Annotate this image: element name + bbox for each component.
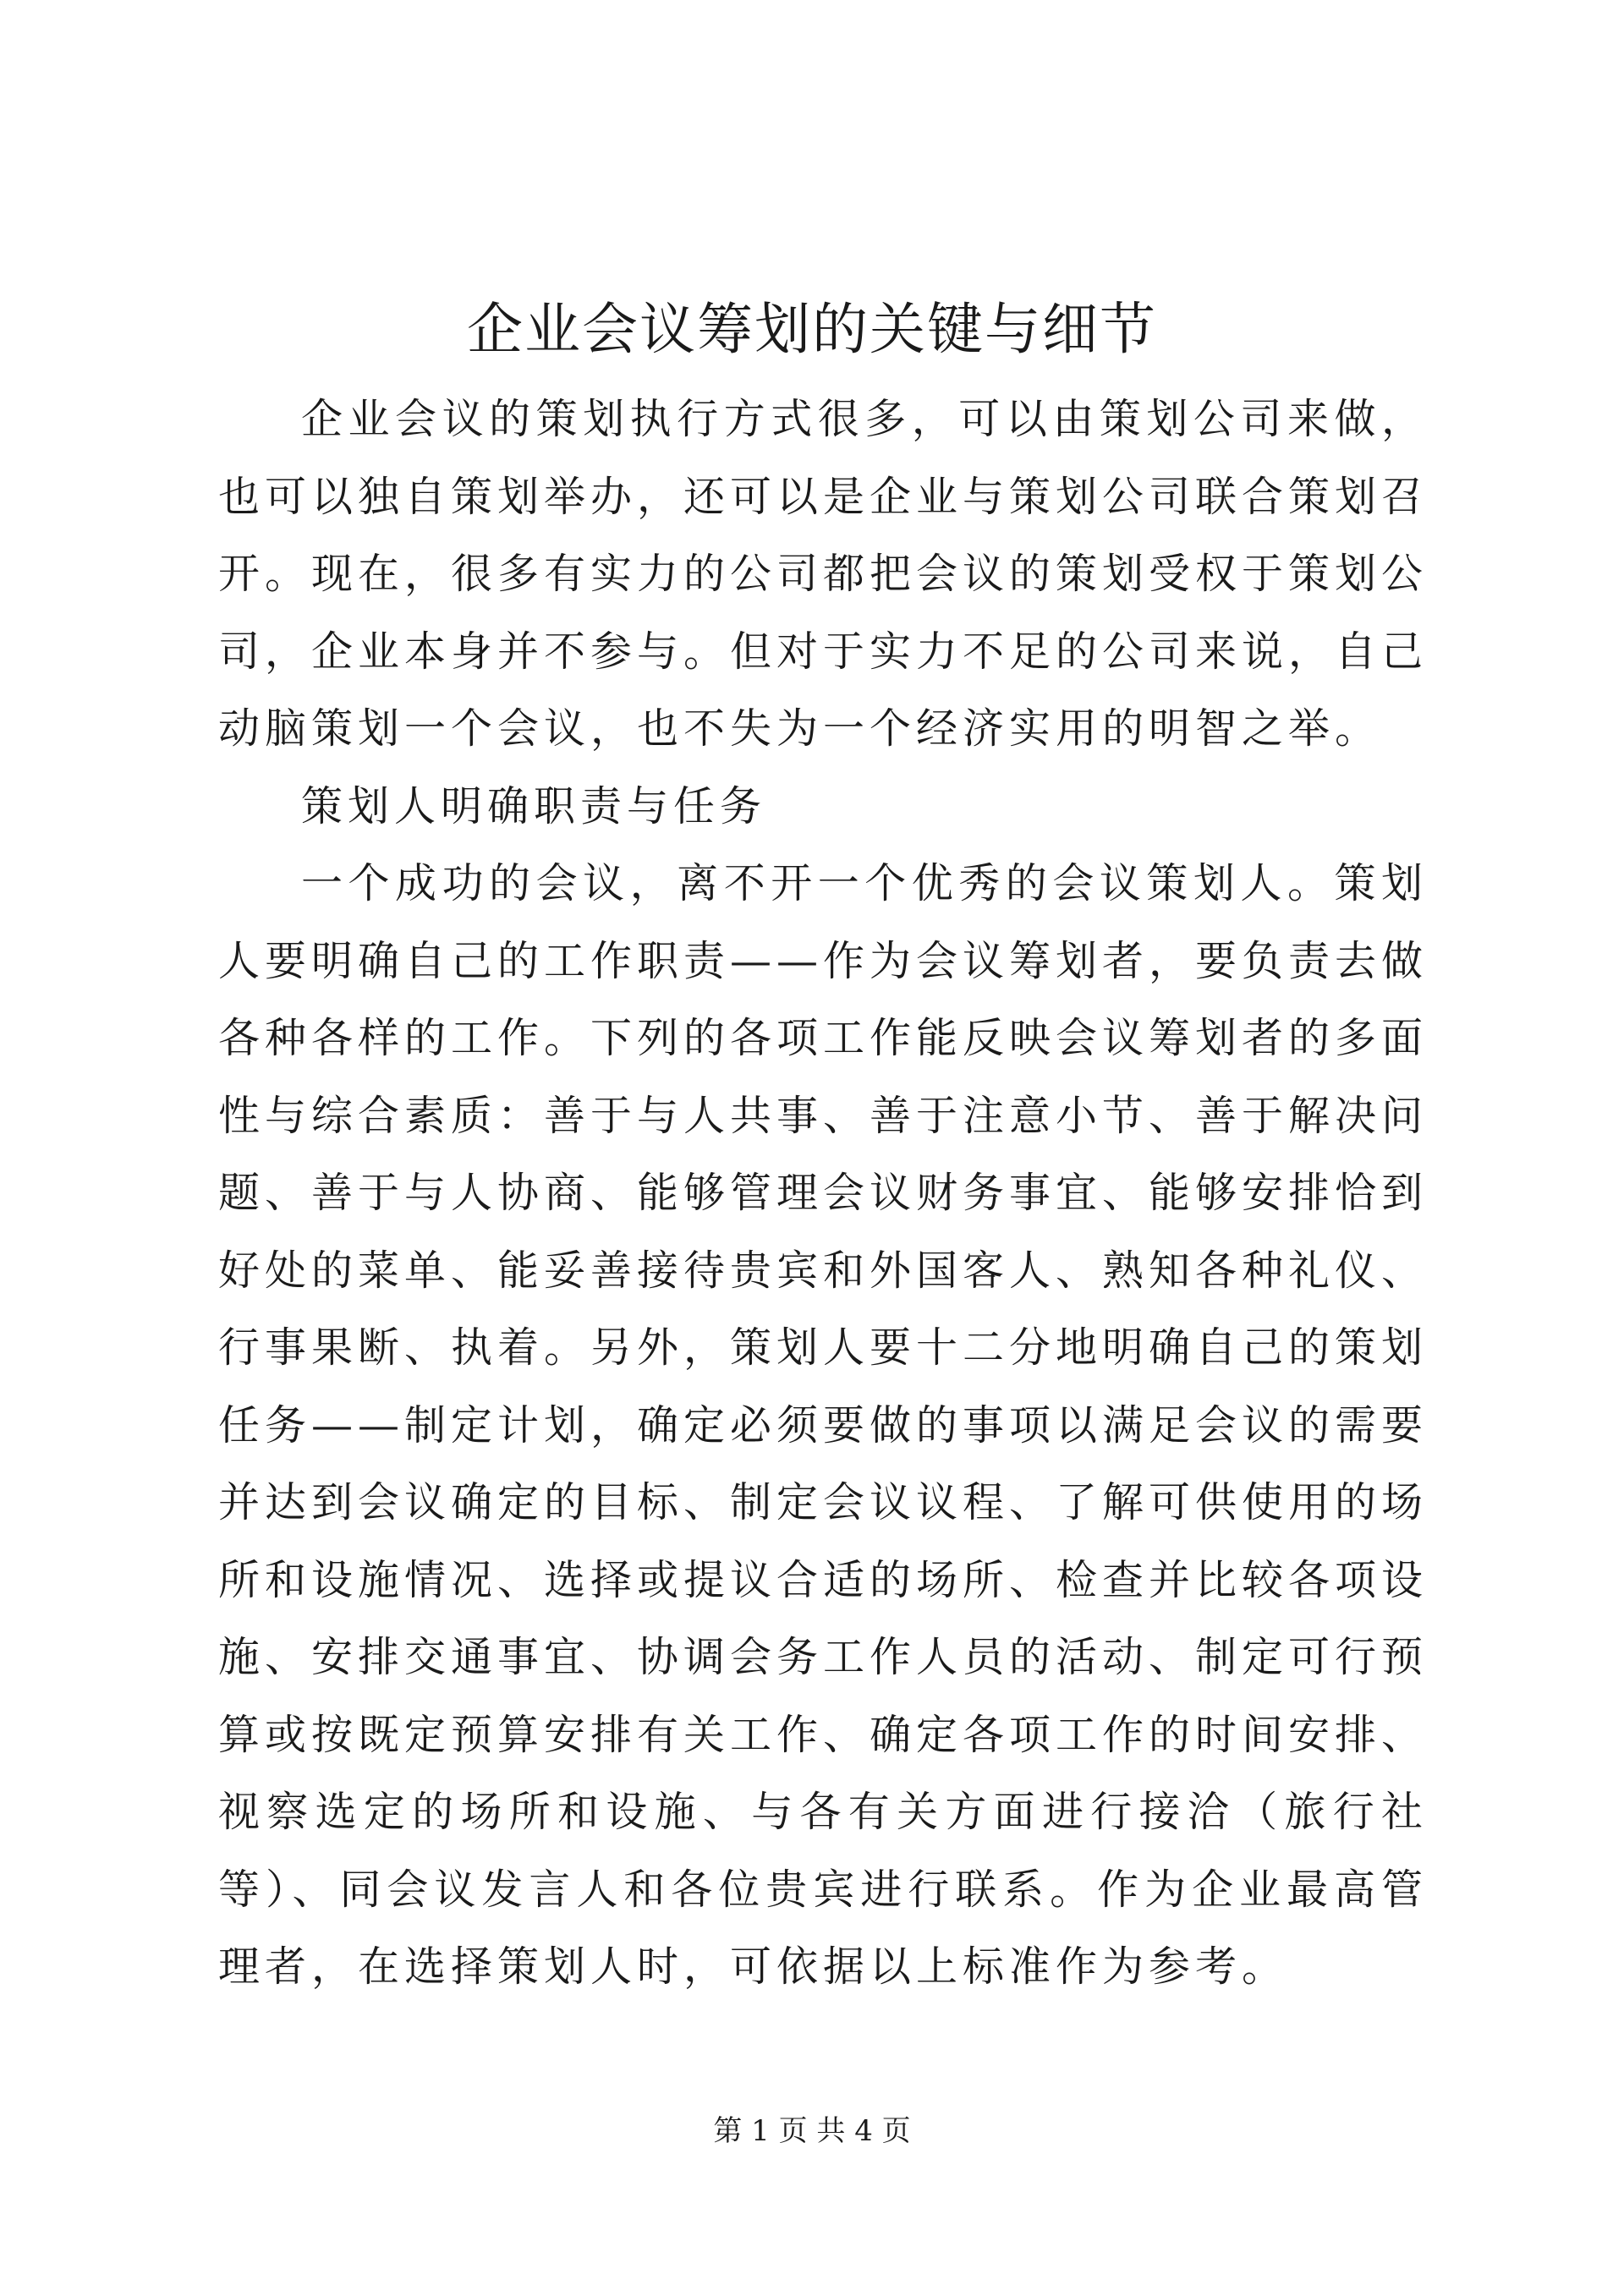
document-title: 企业会议筹划的关键与细节 xyxy=(467,297,1157,362)
document-body xyxy=(218,381,1428,2006)
section-heading: 策划人明确职责与任务 xyxy=(301,781,767,830)
paragraph-intro: 企业会议的策划执行方式很多，可以由策划公司来做，也可以独自策划举办，还可以是企业与策划公司联合策划召开。现在，很多有实力的公司都把会议的策划受权于策划公司，企业本身并不参与。但对于实力不足的公司来说，自己动脑策划一个会议，也不失为一个经济实用的明智之举。 xyxy=(218,395,1429,753)
paragraph-planner-duties: 一个成功的会议，离不开一个优秀的会议策划人。策划人要明确自己的工作职责——作为会议筹划者，要负责去做各种各样的工作。下列的各项工作能反映会议筹划者的多面性与综合素质：善于与人共事、善于注意小节、善于解决问题、善于与人协商、能够管理会议财务事宜、能够安排恰到好处的菜单、能妥善接待贵宾和外国客人、熟知各种礼仪、行事果断、执着。另外，策划人要十二分地明确自己的策划任务——制定计划，确定必须要做的事项以满足会议的需要并达到会议确定的目标、制定会议议程、了解可供使用的场所和设施情况、选择或提议合适的场所、检查并比较各项设施、安排交通事宜、协调会务工作人员的活动、制定可行预算或按既定预算安排有关工作、确定各项工作的时间安排、视察选定的场所和设施、与各有关方面进行接洽（旅行社等）、同会议发言人和各位贵宾进行联系。作为企业最高管理者，在选择策划人时，可依据以上标准作为参考。 xyxy=(218,859,1429,1991)
page-number-footer: 第 1 页 共 4 页 xyxy=(713,2114,911,2148)
